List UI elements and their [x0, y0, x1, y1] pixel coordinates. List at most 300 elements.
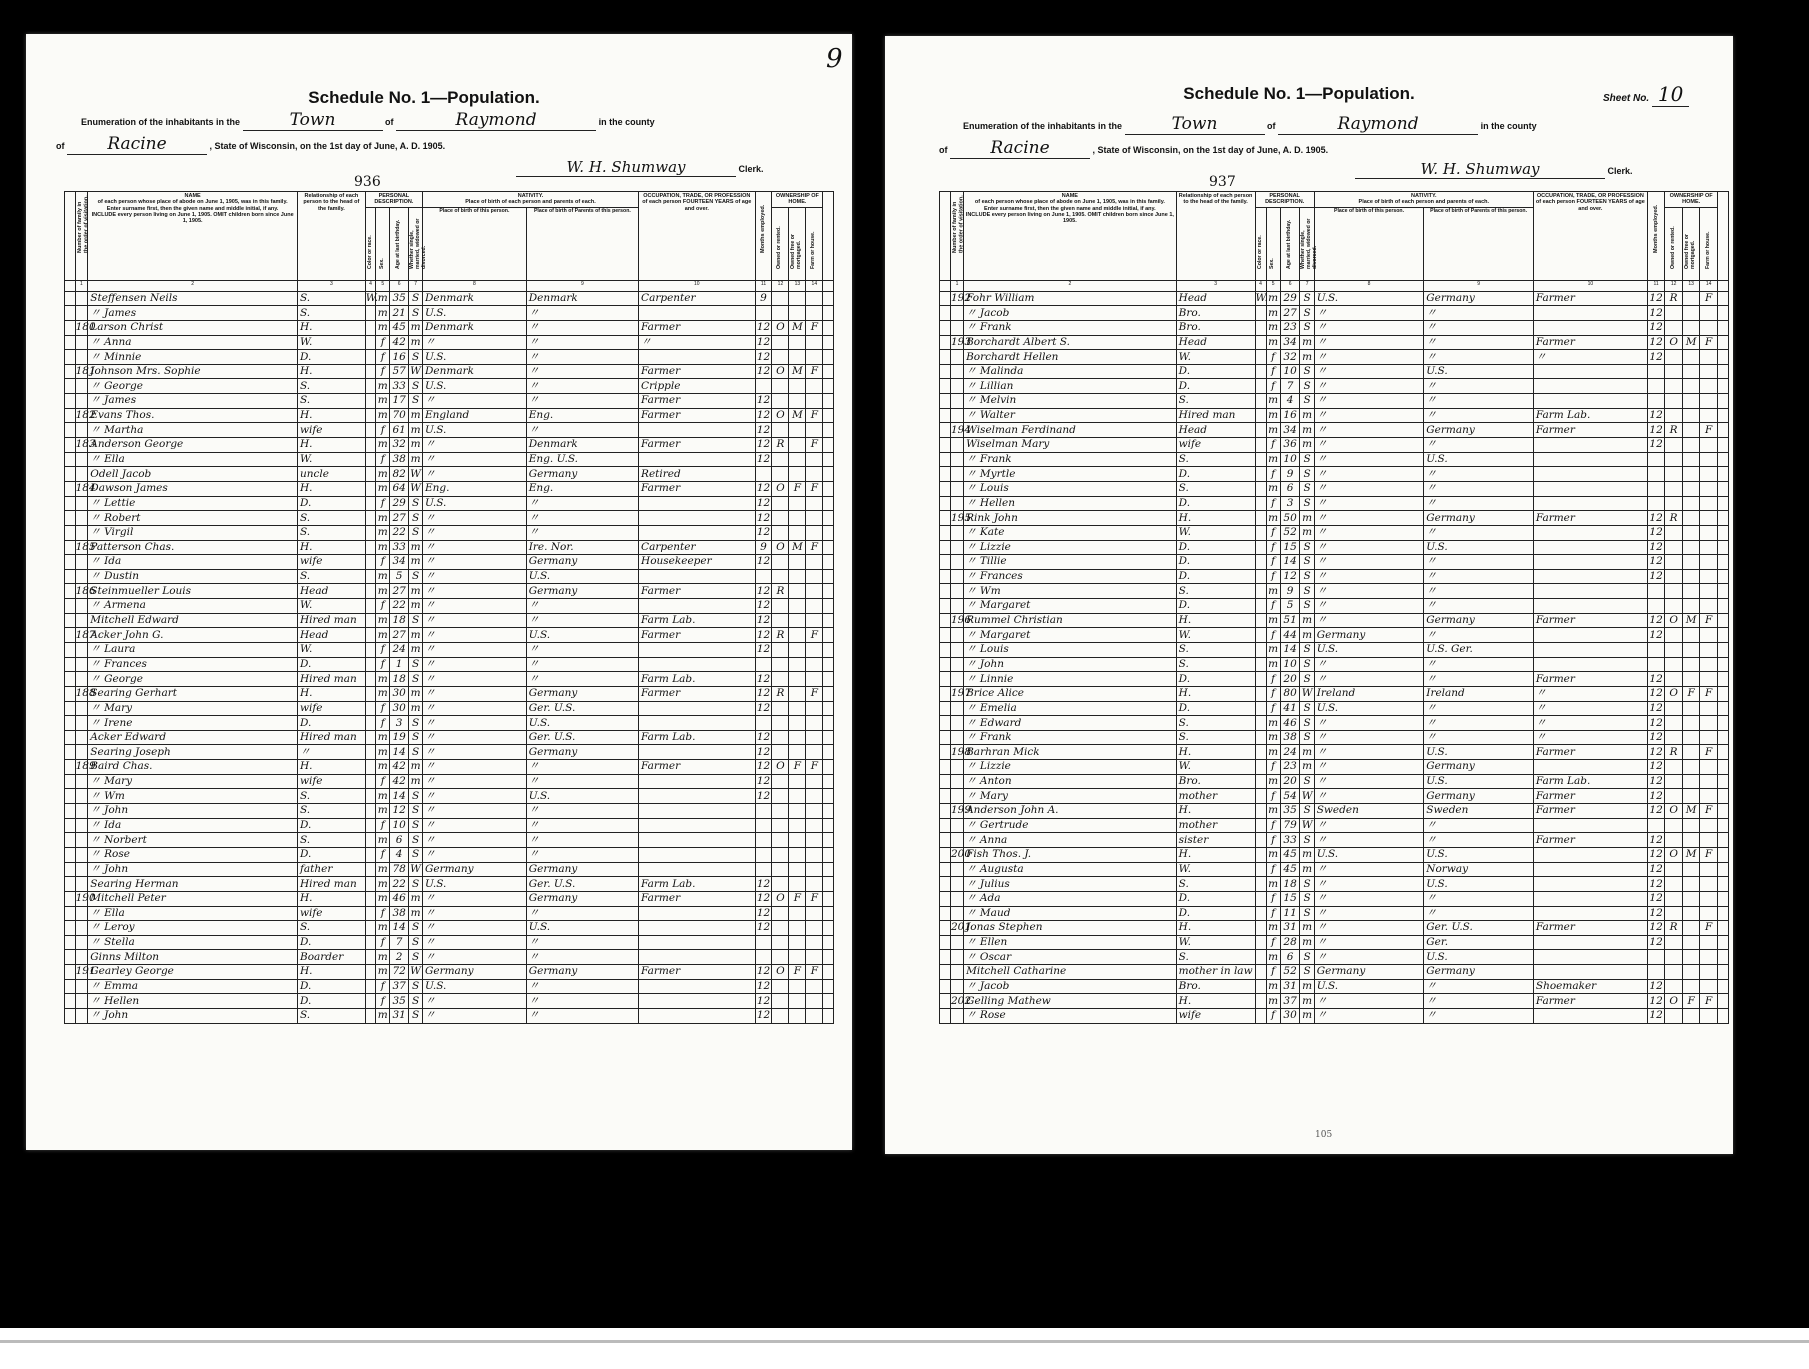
line-number — [940, 789, 951, 804]
birthplace-cell: 〃 — [1314, 672, 1424, 687]
free-mortgaged-cell — [789, 686, 806, 701]
owned-rented-cell — [1665, 364, 1683, 379]
birthplace-cell: 〃 — [1314, 950, 1424, 965]
color-cell — [365, 481, 376, 496]
census-row — [65, 979, 834, 994]
relationship-cell: S. — [297, 569, 365, 584]
farm-house-cell — [806, 789, 823, 804]
column-number: 13 — [1682, 280, 1700, 291]
farm-house-cell — [806, 467, 823, 482]
sex-cell: f — [1266, 438, 1280, 453]
person-name-cell: 〃 James — [88, 306, 298, 321]
relationship-cell: H. — [297, 408, 365, 423]
sex-cell: m — [377, 789, 388, 802]
census-row — [940, 935, 1729, 950]
family-number-cell — [950, 320, 963, 335]
line-number — [65, 804, 76, 819]
home-ownership-header: OWNERSHIP OF HOME. — [772, 192, 823, 208]
family-number-cell — [75, 716, 88, 731]
viewer-divider — [0, 1340, 1809, 1343]
age-cell: 41 — [1280, 701, 1300, 716]
family-number-cell — [950, 438, 963, 453]
marital-status-cell: m — [1300, 511, 1314, 526]
months-employed-cell: 12 — [1647, 730, 1665, 745]
sex-cell: m — [377, 862, 388, 875]
clerk-line: W. H. Shumway Clerk. — [1355, 160, 1633, 179]
free-mortgaged-cell — [789, 716, 806, 731]
family-number-cell — [950, 628, 963, 643]
line-number — [65, 877, 76, 892]
parents-birthplace-cell: U.S. — [526, 789, 638, 804]
color-cell — [365, 628, 376, 643]
census-row — [940, 599, 1729, 614]
marital-status-cell: m — [1300, 335, 1314, 350]
line-number — [940, 496, 951, 511]
relationship-cell: D. — [1176, 701, 1255, 716]
family-number-cell — [75, 804, 88, 819]
family-number-cell: 199 — [950, 804, 971, 817]
sex-cell: m — [377, 467, 388, 480]
months-employed-cell: 9 — [755, 291, 772, 306]
parents-birthplace-cell: 〃 — [1424, 979, 1534, 994]
age-header — [390, 207, 409, 280]
free-mortgaged-cell — [1682, 467, 1700, 482]
birthplace-cell: U.S. — [422, 979, 526, 994]
relationship-cell: S. — [1176, 481, 1255, 496]
free-mortgaged-cell: F — [789, 891, 806, 906]
birthplace-cell: 〃 — [1314, 306, 1424, 321]
line-number-right — [1717, 540, 1728, 555]
marital-status-cell: S — [409, 847, 423, 862]
free-mortgaged-cell — [1682, 862, 1700, 877]
name-description: of each person whose place of abode on June 1, 1905, was in this family. — [97, 199, 288, 206]
farm-house-cell — [1700, 701, 1718, 716]
person-name-cell: Mitchell Catharine — [964, 965, 1177, 980]
column-number-blank — [1717, 280, 1728, 291]
months-employed-cell: 12 — [756, 980, 771, 993]
line-number-right — [823, 525, 834, 540]
occupation-cell: Farmer — [1533, 804, 1647, 819]
marital-status-cell: m — [410, 335, 421, 348]
marital-status-cell: m — [410, 628, 421, 641]
parents-birthplace-cell: 〃 — [526, 833, 638, 848]
family-number-cell — [75, 847, 88, 862]
months-employed-cell: 12 — [1647, 760, 1665, 775]
sex-cell: f — [376, 599, 390, 614]
age-cell: 2 — [390, 950, 409, 965]
parents-birthplace-cell: Germany — [526, 555, 638, 570]
farm-house-cell: F — [1700, 613, 1718, 628]
parents-birthplace-cell: Sweden — [1424, 804, 1534, 819]
person-name-cell: Evans Thos. — [88, 408, 298, 423]
occupation-cell — [1533, 760, 1647, 775]
table-body — [65, 291, 834, 1023]
color-cell — [365, 891, 376, 906]
farm-house-cell — [806, 950, 823, 965]
line-number — [940, 935, 951, 950]
months-employed-cell: 12 — [1647, 906, 1665, 921]
months-employed-cell: 12 — [1647, 833, 1665, 848]
free-mortgaged-header — [1682, 207, 1700, 280]
family-number-cell — [75, 774, 88, 789]
sex-header — [1266, 207, 1280, 280]
occupation-cell — [639, 569, 756, 584]
age-cell: 42 — [390, 335, 409, 350]
owned-rented-cell — [1665, 379, 1683, 394]
owned-rented-cell — [1665, 320, 1683, 335]
months-employed-cell: 12 — [1647, 935, 1665, 950]
farm-house-cell: F — [806, 320, 823, 335]
sex-label: Sex. — [1269, 257, 1276, 269]
birthplace-cell: 〃 — [422, 906, 526, 921]
farm-house-cell — [1700, 1009, 1718, 1024]
marital-status-cell: m — [410, 540, 421, 553]
age-cell: 33 — [390, 540, 409, 555]
person-name-cell: 〃 Rose — [88, 847, 298, 862]
months-employed-cell: 12 — [756, 496, 771, 509]
line-number-right — [1717, 394, 1728, 409]
parents-birthplace-cell: Germany — [526, 686, 638, 701]
color-cell — [1255, 906, 1266, 921]
birthplace-cell: 〃 — [1314, 818, 1424, 833]
person-name-cell: 〃 Leroy — [88, 921, 298, 936]
line-number-header-right — [1717, 192, 1728, 281]
relationship-cell: wife — [297, 423, 365, 438]
line-number — [65, 335, 76, 350]
owned-rented-cell — [772, 306, 789, 321]
town-value: Town — [289, 110, 336, 130]
person-name-cell: 〃 Anna — [88, 335, 298, 350]
marital-status-cell: S — [1300, 643, 1314, 658]
marital-status-cell: S — [409, 979, 423, 994]
owned-rented-cell — [772, 701, 789, 716]
relationship-cell: D. — [297, 979, 365, 994]
family-number-cell — [75, 423, 88, 438]
free-mortgaged-cell — [789, 569, 806, 584]
birthplace-cell: 〃 — [1314, 599, 1424, 614]
personal-description-header: PERSONAL DESCRIPTION. — [1255, 192, 1314, 208]
occupation-cell: Farmer — [1533, 994, 1647, 1009]
footer-marks: 105 — [1315, 1130, 1333, 1140]
person-name-cell: 〃 Laura — [88, 643, 298, 658]
sex-cell: m — [377, 511, 388, 524]
free-mortgaged-cell — [1682, 745, 1700, 760]
parents-birthplace-cell: 〃 — [1424, 350, 1534, 365]
occupation-cell — [1533, 496, 1647, 511]
owned-rented-cell — [772, 730, 789, 745]
marital-status-cell: S — [409, 511, 423, 526]
person-name-cell: 〃 Myrtle — [964, 467, 1177, 482]
free-mortgaged-cell: F — [789, 965, 806, 980]
family-number-cell — [75, 306, 88, 321]
line-number — [940, 613, 951, 628]
relationship-cell: H. — [297, 438, 365, 453]
months-employed-cell: 12 — [1647, 862, 1665, 877]
family-number-cell — [75, 1009, 88, 1024]
person-name-cell: 〃 John — [88, 862, 298, 877]
color-cell — [365, 979, 376, 994]
birthplace-cell: Denmark — [422, 320, 526, 335]
census-row — [940, 994, 1729, 1009]
census-row — [940, 1009, 1729, 1024]
owned-rented-cell — [772, 745, 789, 760]
relationship-cell: W. — [297, 335, 365, 350]
parents-birthplace-cell: 〃 — [526, 306, 638, 321]
line-number-header — [940, 192, 951, 281]
name-note: Enter surname first, then the given name and middle initial, if any. — [984, 205, 1156, 212]
owned-rented-cell: R — [772, 438, 789, 453]
personal-description-header: PERSONAL DESCRIPTION. — [365, 192, 422, 208]
sex-cell: f — [1266, 467, 1280, 482]
sex-cell: m — [377, 306, 388, 319]
owned-rented-cell — [1665, 599, 1683, 614]
line-number-right — [823, 745, 834, 760]
age-cell: 7 — [1280, 379, 1300, 394]
occupation-cell: Farmer — [639, 686, 756, 701]
person-name-cell: 〃 Lillian — [964, 379, 1177, 394]
line-number-right — [823, 569, 834, 584]
line-number — [940, 555, 951, 570]
free-mortgaged-cell — [789, 818, 806, 833]
marital-status-cell: W — [410, 965, 421, 978]
owned-rented-cell — [772, 994, 789, 1009]
sex-cell: m — [377, 628, 388, 641]
parents-birthplace-cell: 〃 — [1424, 335, 1534, 350]
line-number-right — [823, 935, 834, 950]
parents-birthplace-cell: 〃 — [1424, 438, 1534, 453]
sex-cell: m — [1266, 730, 1280, 745]
birthplace-cell: Ireland — [1314, 686, 1424, 701]
owned-rented-cell — [772, 657, 789, 672]
relationship-cell: mother in law — [1176, 965, 1255, 980]
census-row — [65, 730, 834, 745]
free-mortgaged-cell — [1682, 672, 1700, 687]
person-name-cell: 〃 Emma — [88, 979, 298, 994]
sex-cell: m — [377, 540, 388, 553]
farm-house-cell — [806, 423, 823, 438]
parents-birthplace-cell: U.S. — [526, 716, 638, 731]
birthplace-cell: Eng. — [422, 481, 526, 496]
relationship-header: Relationship of each person to the head of the family. — [1176, 192, 1255, 281]
line-number-right — [823, 438, 834, 453]
free-mortgaged-cell — [1682, 525, 1700, 540]
occupation-cell — [1533, 818, 1647, 833]
occupation-cell — [1533, 628, 1647, 643]
owned-rented-cell: O — [772, 540, 789, 555]
color-cell — [1255, 701, 1266, 716]
person-name-cell: 〃 Ida — [88, 818, 298, 833]
parents-birthplace-cell: Germany — [1424, 511, 1534, 526]
free-mortgaged-cell — [789, 774, 806, 789]
color-cell — [1255, 511, 1266, 526]
sex-cell: m — [1266, 716, 1280, 731]
months-employed-cell: 12 — [1647, 672, 1665, 687]
age-cell: 20 — [1280, 672, 1300, 687]
census-row — [65, 511, 834, 526]
relationship-cell: Bro. — [1176, 320, 1255, 335]
farm-house-cell: F — [1700, 686, 1718, 701]
relationship-cell: 〃 — [297, 745, 365, 760]
person-name-cell: 〃 Kate — [964, 525, 1177, 540]
census-row — [65, 935, 834, 950]
state-line: of Racine , State of Wisconsin, on the 1st day of June, A. D. 1905. — [939, 138, 1329, 158]
page-corner-number: 9 — [826, 44, 843, 74]
color-cell — [1255, 818, 1266, 833]
marital-status-cell: S — [1300, 306, 1314, 321]
farm-house-cell — [1700, 569, 1718, 584]
column-number: 10 — [639, 280, 756, 291]
person-name-cell: Fish Thos. J. — [964, 847, 1177, 862]
line-number-right — [823, 599, 834, 614]
color-cell — [365, 408, 376, 423]
months-employed-cell: 12 — [756, 614, 771, 627]
months-employed-cell — [1647, 599, 1665, 614]
relationship-cell: Bro. — [1176, 306, 1255, 321]
person-name-cell: 〃 Mary — [88, 774, 298, 789]
parents-birthplace-cell: Germany — [1424, 423, 1534, 438]
line-number-right — [1717, 906, 1728, 921]
line-number — [65, 730, 76, 745]
age-cell: 27 — [390, 584, 409, 599]
census-row — [940, 379, 1729, 394]
parents-birthplace-cell: 〃 — [1424, 730, 1534, 745]
line-number-right — [1717, 452, 1728, 467]
relationship-cell: H. — [297, 760, 365, 775]
sex-cell: m — [377, 526, 388, 539]
line-number-right — [823, 481, 834, 496]
parents-birthplace-cell: Germany — [1424, 760, 1534, 775]
column-number: 5 — [376, 280, 390, 291]
birthplace-cell: 〃 — [422, 804, 526, 819]
farm-house-label: Farm or house. — [1704, 231, 1711, 269]
age-cell: 31 — [1280, 979, 1300, 994]
free-mortgaged-cell — [789, 950, 806, 965]
free-mortgaged-cell — [789, 804, 806, 819]
farm-house-cell — [1700, 657, 1718, 672]
sex-cell: m — [1266, 511, 1280, 526]
line-number — [940, 862, 951, 877]
free-mortgaged-cell: F — [1682, 994, 1700, 1009]
relationship-cell: D. — [1176, 555, 1255, 570]
age-cell: 35 — [390, 994, 409, 1009]
line-number-right — [823, 394, 834, 409]
parents-birthplace-cell: 〃 — [1424, 408, 1534, 423]
census-row — [65, 525, 834, 540]
owned-rented-cell: R — [1665, 423, 1683, 438]
place-value: Raymond — [455, 110, 537, 130]
family-number-cell — [75, 613, 88, 628]
marital-status-cell: S — [409, 306, 423, 321]
parents-birthplace-cell: 〃 — [526, 335, 638, 350]
census-row — [940, 730, 1729, 745]
sex-cell: f — [376, 774, 390, 789]
person-name-cell: Borchardt Albert S. — [964, 335, 1177, 350]
occupation-cell — [639, 774, 756, 789]
occupation-cell — [639, 525, 756, 540]
parents-birthplace-cell: 〃 — [526, 320, 638, 335]
person-name-cell: Patterson Chas. — [88, 540, 298, 555]
relationship-cell: W. — [297, 452, 365, 467]
parents-birthplace-cell: Eng. — [526, 481, 638, 496]
owned-rented-cell — [1665, 833, 1683, 848]
sex-cell: m — [1266, 291, 1280, 306]
parents-birthplace-cell: 〃 — [1424, 525, 1534, 540]
sex-cell: m — [1266, 774, 1280, 789]
line-number — [940, 657, 951, 672]
census-row — [65, 540, 834, 555]
relationship-cell: Hired man — [297, 730, 365, 745]
nativity-header — [422, 192, 638, 208]
age-cell: 5 — [390, 569, 409, 584]
marital-status-cell: m — [410, 452, 421, 465]
census-row — [65, 584, 834, 599]
months-employed-cell: 12 — [756, 628, 771, 641]
person-name-cell: Baird Chas. — [88, 760, 298, 775]
color-cell — [365, 847, 376, 862]
sex-cell: f — [376, 555, 390, 570]
sex-cell: f — [376, 994, 390, 1009]
owned-rented-cell — [772, 335, 789, 350]
parents-birthplace-cell: Eng. U.S. — [526, 452, 638, 467]
marital-status-cell: S — [1300, 452, 1314, 467]
parents-birthplace-cell: 〃 — [526, 511, 638, 526]
parents-birthplace-cell: Ger. U.S. — [526, 877, 638, 892]
marital-status-cell: S — [1300, 496, 1314, 511]
age-cell: 70 — [390, 408, 409, 423]
person-name-cell: 〃 Melvin — [964, 394, 1177, 409]
birthplace-cell: 〃 — [1314, 467, 1424, 482]
birthplace-cell: Sweden — [1314, 804, 1424, 819]
farm-house-cell: F — [806, 481, 823, 496]
free-mortgaged-cell — [1682, 452, 1700, 467]
family-number-cell — [75, 467, 88, 482]
occupation-cell — [639, 979, 756, 994]
months-employed-cell: 12 — [756, 599, 771, 612]
relationship-cell: S. — [297, 511, 365, 526]
relationship-cell: Head — [1176, 423, 1255, 438]
sex-cell: m — [377, 892, 388, 905]
line-number — [940, 438, 951, 453]
marital-status-cell: S — [409, 877, 423, 892]
marital-status-cell: S — [1300, 364, 1314, 379]
birthplace-cell: 〃 — [422, 994, 526, 1009]
farm-house-cell — [1700, 394, 1718, 409]
color-cell — [365, 394, 376, 409]
age-label: Age at last birthday. — [395, 219, 402, 269]
family-number-cell — [950, 833, 963, 848]
family-number-cell: 193 — [950, 335, 971, 348]
months-employed-cell — [755, 716, 772, 731]
line-number — [940, 540, 951, 555]
marital-status-cell: S — [409, 950, 423, 965]
family-number-cell: 188 — [75, 687, 96, 700]
sex-cell: f — [376, 335, 390, 350]
line-number-right — [1717, 672, 1728, 687]
farm-house-cell: F — [1700, 745, 1718, 760]
parents-birthplace-cell: 〃 — [526, 599, 638, 614]
free-mortgaged-cell — [789, 584, 806, 599]
months-employed-cell: 12 — [1647, 716, 1665, 731]
sex-cell: f — [376, 496, 390, 511]
age-cell: 18 — [1280, 877, 1300, 892]
farm-house-cell — [1700, 452, 1718, 467]
family-number-cell — [950, 891, 963, 906]
census-row — [65, 965, 834, 980]
person-name-cell: Searing Gerhart — [88, 686, 298, 701]
column-number: 11 — [1647, 280, 1665, 291]
line-number — [940, 481, 951, 496]
free-mortgaged-cell — [1682, 643, 1700, 658]
